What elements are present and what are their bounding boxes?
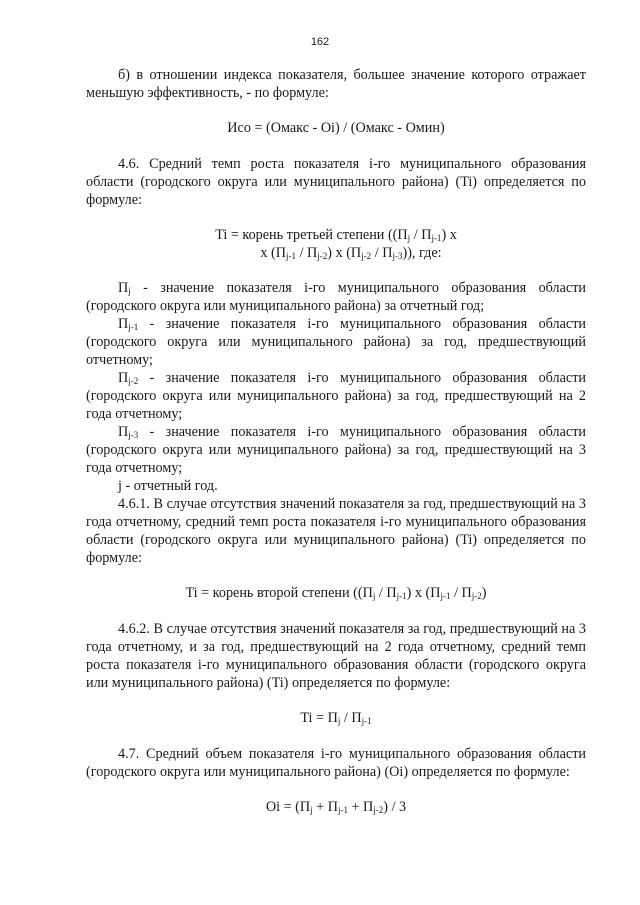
formula-ti-ratio: $Ti = П_j / П_{j-1}$: [300, 710, 372, 726]
formula-oi: Оi = $(П_j + П_{j-1} + П_{j-2}) / 3$: [265, 799, 407, 815]
paragraph-4-6: 4.6. Средний темп роста показателя i-го муниципального образования области (городского округа или муниципального района) (Ti) определяется по формуле:: [86, 156, 586, 208]
document-body: [86, 66, 586, 816]
page-number: 162: [310, 36, 330, 48]
definition-pj-1: $П_{j-1}$ - значение показателя i-го муниципального образования области (городского округа или муниципального района) за год, предшествующий отчетному;: [86, 316, 586, 368]
definition-pj: $П_j$ - значение показателя i-го муниципального образования области (городского округа или муниципального района) за отчетный год;: [86, 280, 586, 314]
formula-iso: Исо = (Омакс - Оi) / (Омакс - Омин): [227, 120, 445, 136]
definition-pj-3: $П_{j-3}$ - значение показателя i-го муниципального образования области (городского округа или муниципального района) за год, предшествующий на 3 года отчетному;: [86, 424, 586, 476]
formula-ti-square-root: Ti = корень второй степени ($(П_j / П_{j-1})$ x $(П_{j-1} / П_{j-2})$: [185, 585, 487, 601]
paragraph-4-7: 4.7. Средний объем показателя i-го муниципального образования области (городского округа или муниципального района) (Оi) определяется по формуле:: [86, 746, 586, 780]
paragraph-4-6-1: 4.6.1. В случае отсутствия значений показателя за год, предшествующий на 3 года отчетному, средний темп роста показателя i-го муниципального образования области (городского округа или муниципального района) (Ti) определяется по формуле:: [86, 496, 586, 566]
formula-ti-line-2: x $(П_{j-1} / П_{j-2})$ x $(П_{j-2} / П_{j-3})$), где:: [260, 245, 442, 261]
definition-j: j - отчетный год.: [118, 478, 218, 494]
paragraph-4-6-2: 4.6.2. В случае отсутствия значений показателя за год, предшествующий на 3 года отчетному, и за год, предшествующий на 2 года отчетному, средний темп роста показателя i-го муниципального образования области (городского округа или муниципального района) (Ti) определяется по формуле:: [86, 621, 586, 691]
formula-ti-cube-root: [86, 226, 586, 262]
formula-ti-line-1: Ti = корень третьей степени ($(П_j / П_{j-1})$ x: [215, 227, 457, 243]
paragraph-b: б) в отношении индекса показателя, большее значение которого отражает меньшую эффективность, - по формуле:: [86, 67, 586, 101]
definition-pj-2: $П_{j-2}$ - значение показателя i-го муниципального образования области (городского округа или муниципального района) за год, предшествующий на 2 года отчетному;: [86, 370, 586, 422]
